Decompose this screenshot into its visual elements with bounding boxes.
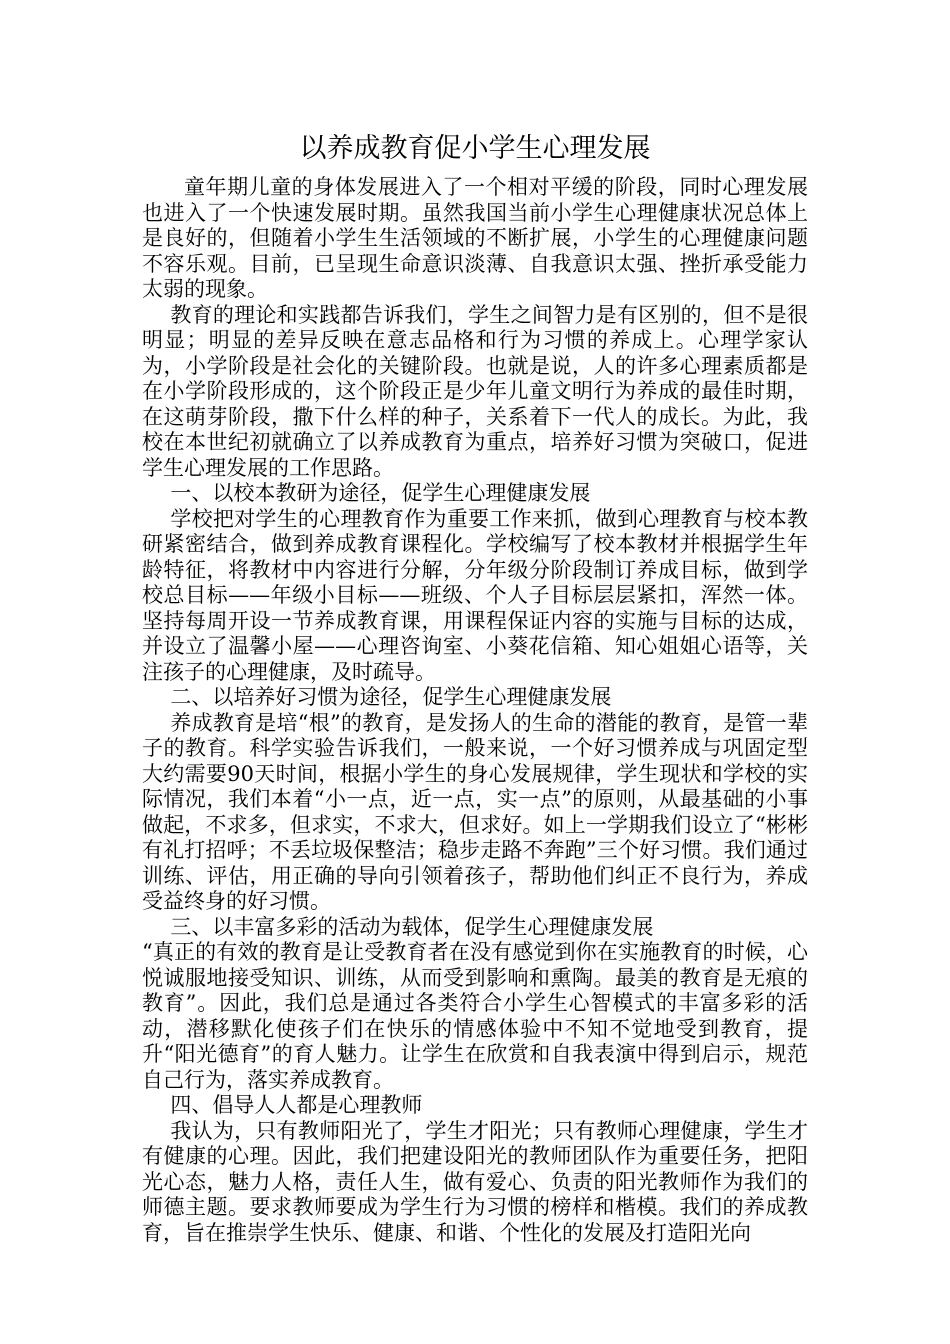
section-heading-1: 一、以校本教研为途径，促学生心理健康发展: [170, 481, 591, 505]
section-body-4: 我认为，只有教师阳光了，学生才阳光；只有教师心理健康，学生才有健康的心理。因此，我们把建设阳光的教师团队作为重要任务，把阳光心态，魅力人格，责任人生，做有爱心、负责的阳光教师作为我们的师德主题。要求教师要成为学生行为习惯的榜样和楷模。我们的养成教育，旨在推崇学生快乐、健康、和谐、个性化的发展及打造阳光向: [142, 1118, 808, 1245]
section-body-2: 养成教育是培“根”的教育，是发扬人的生命的潜能的教育，是管一辈子的教育。科学实验告诉我们，一般来说，一个好习惯养成与巩固定型大约需要90天时间，根据小学生的身心发展规律，学生现状和学校的实际情况，我们本着“小一点，近一点，实一点”的原则，从最基础的小事做起，不求多，但求实，不求大，但求好。如上一学期我们设立了“彬彬有礼打招呼；不丢垃圾保整洁；稳步走路不奔跑”三个好习惯。我们通过训练、评估，用正确的导向引领着孩子，帮助他们纠正不良行为，养成受益终身的好习惯。: [142, 710, 808, 913]
document-page: [142, 131, 808, 1246]
section-heading-4: 四、倡导人人都是心理教师: [170, 1093, 423, 1117]
section-body-1: 学校把对学生的心理教育作为重要工作来抓，做到心理教育与校本教研紧密结合，做到养成教育课程化。学校编写了校本教材并根据学生年龄特征，将教材中内容进行分解，分年级分阶段制订养成目标，做到学校总目标——年级小目标——班级、个人子目标层层紧扣，浑然一体。坚持每周开设一节养成教育课，用课程保证内容的实施与目标的达成，并设立了温馨小屋——心理咨询室、小葵花信箱、知心姐姐心语等，关注孩子的心理健康，及时疏导。: [142, 506, 808, 684]
section-body-3: “真正的有效的教育是让受教育者在没有感觉到你在实施教育的时候，心悦诚服地接受知识、训练，从而受到影响和熏陶。最美的教育是无痕的教育”。因此，我们总是通过各类符合小学生心智模式的丰富多彩的活动，潜移默化使孩子们在快乐的情感体验中不知不觉地受到教育，提升“阳光德育”的育人魅力。让学生在欣赏和自我表演中得到启示，规范自己行为，落实养成教育。: [142, 940, 808, 1092]
paragraph-theory: 教育的理论和实践都告诉我们，学生之间智力是有区别的，但不是很明显；明显的差异反映在意志品格和行为习惯的养成上。心理学家认为，小学阶段是社会化的关键阶段。也就是说，人的许多心理素质都是在小学阶段形成的，这个阶段正是少年儿童文明行为养成的最佳时期，在这萌芽阶段，撒下什么样的种子，关系着下一代人的成长。为此，我校在本世纪初就确立了以养成教育为重点，培养好习惯为突破口，促进学生心理发展的工作思路。: [142, 302, 808, 480]
section-heading-2: 二、以培养好习惯为途径，促学生心理健康发展: [170, 685, 612, 709]
document-title: 以养成教育促小学生心理发展: [299, 133, 651, 164]
intro-paragraph: 童年期儿童的身体发展进入了一个相对平缓的阶段，同时心理发展也进入了一个快速发展时期。虽然我国当前小学生心理健康状况总体上是良好的，但随着小学生生活领域的不断扩展，小学生的心理健康问题不容乐观。目前，已呈现生命意识淡薄、自我意识太强、挫折承受能力太弱的现象。: [142, 175, 808, 301]
section-heading-3: 三、以丰富多彩的活动为载体，促学生心理健康发展: [170, 914, 654, 939]
